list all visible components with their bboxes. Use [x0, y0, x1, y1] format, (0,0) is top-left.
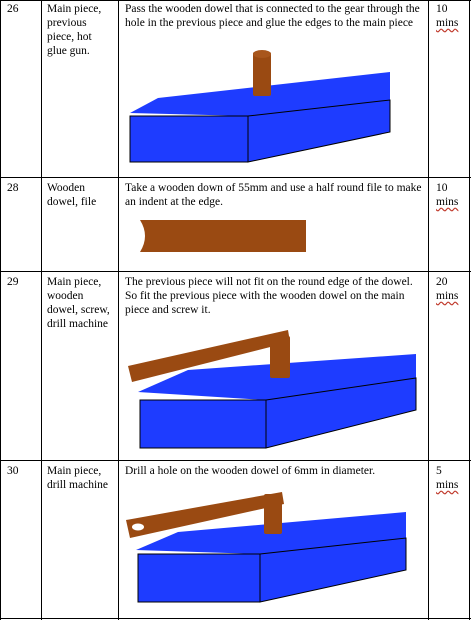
- main-piece-with-arm-illustration: [118, 330, 428, 460]
- step-description: Take a wooden down of 55mm and use a half round file to make an indent at the edge.: [125, 182, 422, 208]
- step-number: 29: [7, 276, 19, 288]
- block-front-face: [140, 400, 266, 448]
- dowel-top: [253, 50, 271, 58]
- time-estimate: [436, 464, 466, 492]
- time-unit: mins: [436, 196, 459, 208]
- step-description: The previous piece will not fit on the round edge of the dowel. So fit the previous piece with the wooden dowel on the main piece and screw it.: [125, 276, 413, 316]
- block-front-face: [138, 554, 260, 602]
- material-line: piece, hot: [47, 31, 92, 43]
- filed-dowel-illustration: [118, 218, 318, 258]
- time-value: 10: [436, 3, 448, 15]
- table-border-left: [0, 0, 1, 620]
- drilled-arm-illustration: [118, 490, 428, 618]
- step-number: 28: [7, 182, 19, 194]
- material-line: glue gun.: [47, 45, 90, 57]
- table-border-right: [469, 0, 470, 620]
- time-estimate: [436, 2, 466, 30]
- row-divider: [0, 177, 471, 178]
- vertical-dowel: [264, 494, 282, 534]
- materials-list: [47, 2, 115, 58]
- main-piece-with-dowel-illustration: [118, 40, 428, 177]
- material-line: drill machine: [47, 479, 108, 491]
- drilled-hole: [132, 524, 144, 531]
- materials-list: [47, 464, 115, 492]
- material-line: Main piece,: [47, 3, 102, 15]
- step-number: 30: [7, 465, 19, 477]
- material-line: Main piece,: [47, 465, 102, 477]
- row-divider: [0, 271, 471, 272]
- material-line: wooden: [47, 290, 84, 302]
- material-line: Wooden: [47, 182, 86, 194]
- time-value: 10: [436, 182, 448, 194]
- time-estimate: [436, 181, 466, 209]
- step-description: Drill a hole on the wooden dowel of 6mm in diameter.: [125, 465, 376, 477]
- block-front-face: [130, 116, 248, 162]
- time-unit: mins: [436, 290, 459, 302]
- materials-list: [47, 275, 115, 331]
- time-value: 20: [436, 276, 448, 288]
- time-unit: mins: [436, 479, 459, 491]
- material-line: Main piece,: [47, 276, 102, 288]
- step-number: 26: [7, 3, 19, 15]
- time-value: 5: [436, 465, 442, 477]
- row-divider: [0, 460, 471, 461]
- row-divider: [0, 0, 471, 1]
- time-estimate: [436, 275, 466, 303]
- column-divider: [428, 0, 429, 620]
- material-line: previous: [47, 17, 87, 29]
- column-divider: [41, 0, 42, 620]
- materials-list: [47, 181, 115, 209]
- vertical-dowel: [253, 52, 271, 96]
- vertical-dowel: [270, 336, 290, 378]
- step-description: Pass the wooden dowel that is connected to the gear through the hole in the previous piece and glue the edges to the main piece: [125, 3, 420, 29]
- material-line: dowel, file: [47, 196, 97, 208]
- row-divider: [0, 618, 471, 619]
- time-unit: mins: [436, 17, 459, 29]
- material-line: dowel, screw,: [47, 304, 110, 316]
- material-line: drill machine: [47, 318, 108, 330]
- dowel-with-indent: [140, 220, 306, 252]
